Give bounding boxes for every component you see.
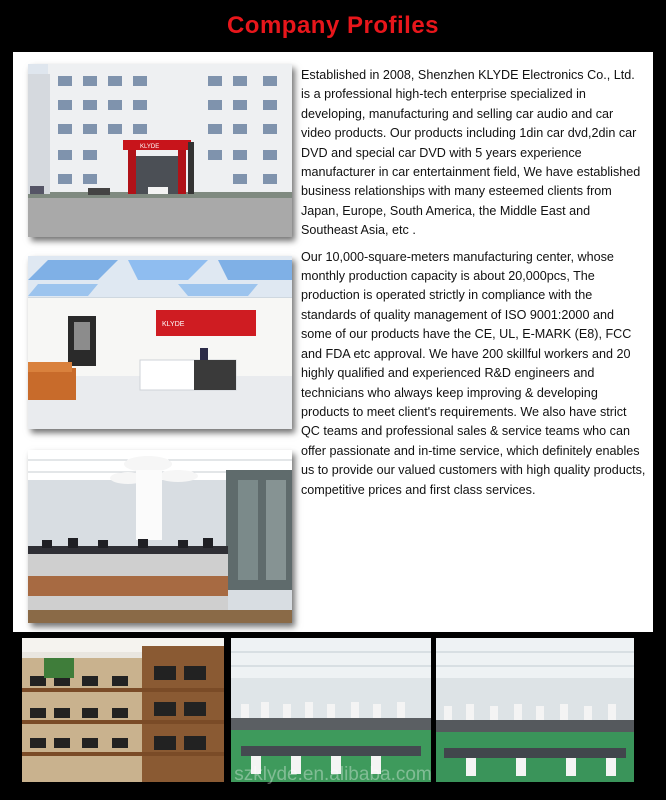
production-line-photo-2 bbox=[436, 638, 634, 782]
page-title: Company Profiles bbox=[226, 12, 440, 39]
office-photo bbox=[28, 450, 292, 623]
factory-building-photo bbox=[28, 64, 292, 237]
company-description bbox=[301, 66, 646, 507]
showroom-photo bbox=[22, 638, 224, 782]
watermark: szklyde.en.alibaba.com bbox=[234, 764, 432, 785]
production-line-photo-1 bbox=[231, 638, 431, 782]
capacity-paragraph: Our 10,000-square-meters manufacturing center, whose monthly production capacity is about 20,000pcs, The production is operated strictly in compliance with the standards of quality management of ISO 9001:2000 and some of our products have the CE, UL, E-MARK (E8), FCC and FDA etc approval. We have 200 skillful workers and 20 highly qualified and experienced R&D engineers and technicians who always keep improving & developing products to meet client's requirements. We also have strict QC teams and professional sales & service teams who can offer passionate and in-time service, which definitely enables us to provide our valued customers with high quality products, competitive prices and first class services. bbox=[301, 249, 646, 497]
building-sign: KLYDE bbox=[140, 144, 160, 150]
reception-hall-photo bbox=[28, 256, 292, 429]
header-bar bbox=[0, 0, 666, 52]
reception-sign: KLYDE bbox=[162, 321, 185, 328]
content-panel bbox=[13, 52, 653, 632]
intro-paragraph: Established in 2008, Shenzhen KLYDE Electronics Co., Ltd. is a professional high-tech enterprise specialized in developing, manufacturing and selling car audio and car video products. Our products including 1din car dvd,2din car DVD and special car DVD with 5 years experience manufacturer in car entertainment field, We have established business relationships with many esteemed clients from Japan, Europe, South America, the Middle East and Southeast Asia, etc . bbox=[301, 68, 641, 238]
